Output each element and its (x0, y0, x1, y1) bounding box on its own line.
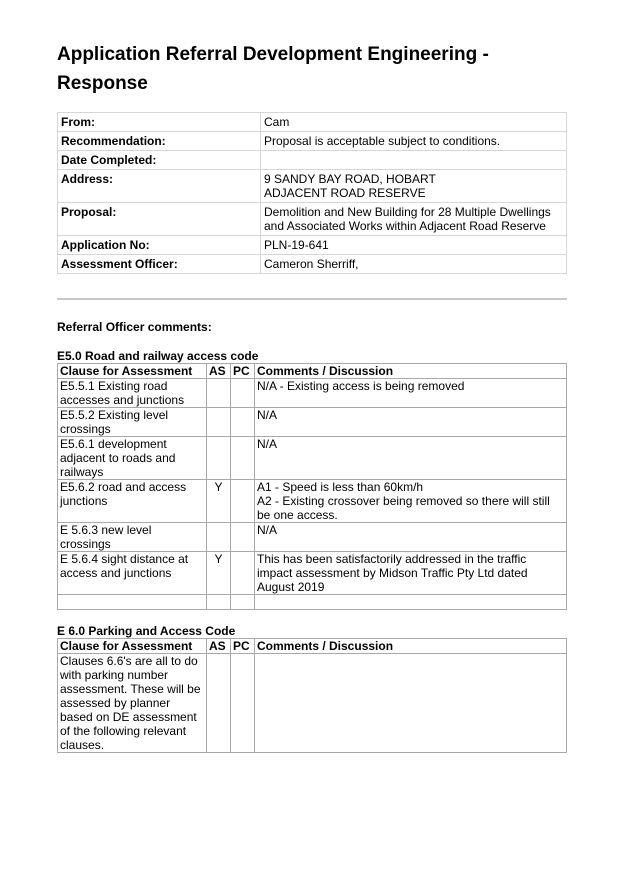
table-row (58, 654, 567, 753)
details-label: Date Completed: (58, 151, 261, 170)
table-header-row (58, 364, 567, 379)
column-header-clause: Clause for Assessment (58, 639, 207, 654)
pc-cell (231, 552, 255, 595)
details-value: Cam (261, 113, 567, 132)
details-label: Recommendation: (58, 132, 261, 151)
table-row (58, 408, 567, 437)
comments-cell (255, 654, 567, 753)
details-value: 9 SANDY BAY ROAD, HOBART ADJACENT ROAD RESERVE (261, 170, 567, 203)
as-cell (207, 437, 231, 480)
as-cell: Y (207, 552, 231, 595)
as-cell: Y (207, 480, 231, 523)
details-label: Address: (58, 170, 261, 203)
column-header-clause: Clause for Assessment (58, 364, 207, 379)
pc-cell (231, 480, 255, 523)
details-row (58, 170, 567, 203)
clause-cell: Clauses 6.6's are all to do with parking number assessment. These will be assessed by planner based on DE assessment of the following relevant clauses. (58, 654, 207, 753)
comments-cell: This has been satisfactorily addressed in the traffic impact assessment by Midson Traffic Pty Ltd dated August 2019 (255, 552, 567, 595)
column-header-pc: PC (231, 364, 255, 379)
details-value: Demolition and New Building for 28 Multiple Dwellings and Associated Works within Adjacent Road Reserve (261, 203, 567, 236)
referral-comments-heading: Referral Officer comments: (57, 320, 212, 334)
details-label: Proposal: (58, 203, 261, 236)
details-value: Cameron Sherriff, (261, 255, 567, 274)
pc-cell (231, 408, 255, 437)
details-label: Assessment Officer: (58, 255, 261, 274)
as-cell (207, 408, 231, 437)
pc-cell (231, 437, 255, 480)
as-cell (207, 595, 231, 610)
column-header-comments: Comments / Discussion (255, 364, 567, 379)
clause-cell: E5.5.2 Existing level crossings (58, 408, 207, 437)
clause-cell: E 5.6.4 sight distance at access and junctions (58, 552, 207, 595)
as-cell (207, 654, 231, 753)
e6-section-heading: E 6.0 Parking and Access Code (57, 624, 236, 638)
details-label: Application No: (58, 236, 261, 255)
comments-cell: N/A (255, 523, 567, 552)
table-row (58, 480, 567, 523)
comments-cell (255, 595, 567, 610)
details-row (58, 203, 567, 236)
e5-assessment-table (57, 363, 567, 610)
application-details-table (57, 112, 567, 274)
details-row (58, 113, 567, 132)
clause-cell (58, 595, 207, 610)
column-header-as: AS (207, 364, 231, 379)
comments-cell: N/A - Existing access is being removed (255, 379, 567, 408)
as-cell (207, 523, 231, 552)
section-divider (57, 298, 567, 300)
e5-section-heading: E5.0 Road and railway access code (57, 349, 259, 363)
column-header-pc: PC (231, 639, 255, 654)
clause-cell: E5.5.1 Existing road accesses and junctions (58, 379, 207, 408)
table-row (58, 379, 567, 408)
column-header-comments: Comments / Discussion (255, 639, 567, 654)
table-row (58, 552, 567, 595)
details-row (58, 255, 567, 274)
pc-cell (231, 595, 255, 610)
pc-cell (231, 523, 255, 552)
details-row (58, 236, 567, 255)
details-row (58, 151, 567, 170)
table-row (58, 437, 567, 480)
comments-cell: A1 - Speed is less than 60km/h A2 - Existing crossover being removed so there will still be one access. (255, 480, 567, 523)
details-value: PLN-19-641 (261, 236, 567, 255)
clause-cell: E 5.6.3 new level crossings (58, 523, 207, 552)
details-label: From: (58, 113, 261, 132)
as-cell (207, 379, 231, 408)
pc-cell (231, 379, 255, 408)
details-value: Proposal is acceptable subject to conditions. (261, 132, 567, 151)
comments-cell: N/A (255, 408, 567, 437)
pc-cell (231, 654, 255, 753)
table-header-row (58, 639, 567, 654)
details-value (261, 151, 567, 170)
comments-cell: N/A (255, 437, 567, 480)
table-row (58, 595, 567, 610)
page-title: Application Referral Development Engineering - Response (57, 44, 489, 94)
clause-cell: E5.6.2 road and access junctions (58, 480, 207, 523)
table-row (58, 523, 567, 552)
clause-cell: E5.6.1 development adjacent to roads and railways (58, 437, 207, 480)
e6-assessment-table (57, 638, 567, 753)
details-row (58, 132, 567, 151)
column-header-as: AS (207, 639, 231, 654)
